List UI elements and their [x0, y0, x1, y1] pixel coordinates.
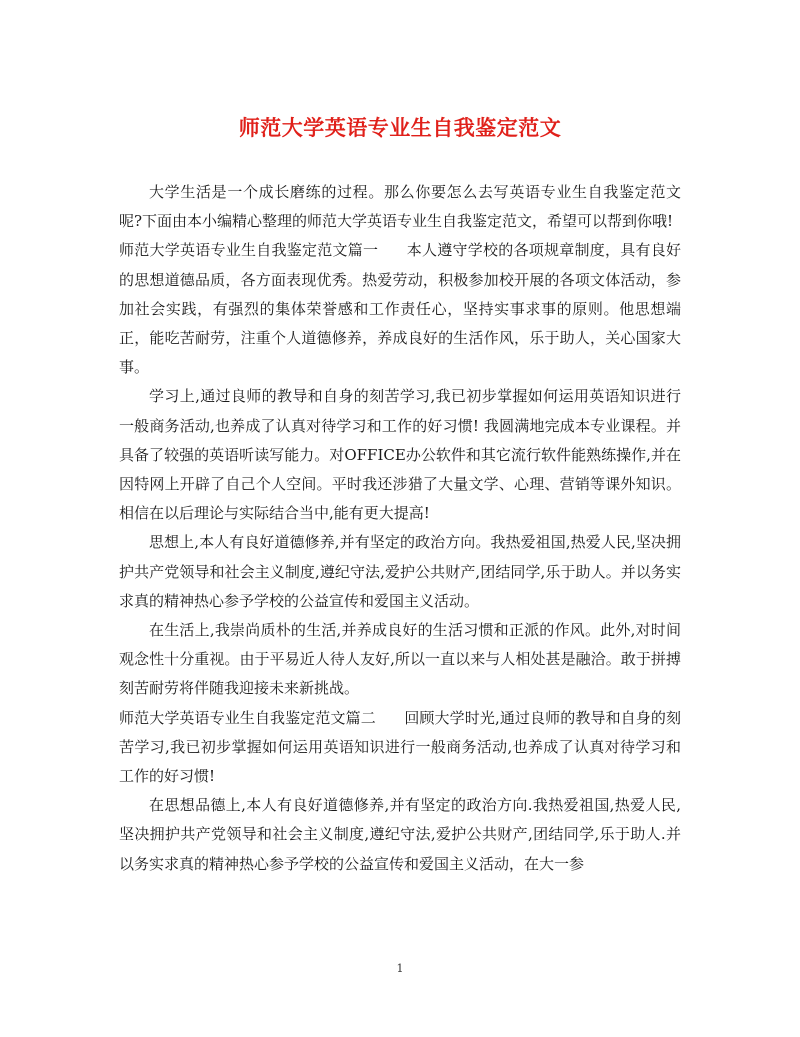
document-body — [119, 178, 681, 879]
morality-paragraph: 在思想品德上,本人有良好道德修养,并有坚定的政治方向.我热爱祖国,热爱人民,坚决拥护共产党领导和社会主义制度,遵纪守法,爱护公共财产,团结同学,乐于助人.并以务实求真的精神热心参予学校的公益宣传和爱国主义活动，在大一参 — [119, 796, 681, 873]
section-two-heading: 师范大学英语专业生自我鉴定范文篇二 — [119, 708, 376, 727]
ideology-paragraph: 思想上,本人有良好道德修养,并有坚定的政治方向。我热爱祖国,热爱人民,坚决拥护共产党领导和社会主义制度,遵纪守法,爱护公共财产,团结同学,乐于助人。并以务实求真的精神热心参予学校的公益宣传和爱国主义活动。 — [119, 533, 681, 610]
section-two-text: 回顾大学时光,通过良师的教导和自身的刻苦学习,我已初步掌握如何运用英语知识进行一般商务活动,也养成了认真对待学习和工作的好习惯! — [119, 708, 681, 786]
page-number: 1 — [396, 962, 404, 975]
document-title: 师范大学英语专业生自我鉴定范文 — [238, 115, 562, 140]
section-one-paragraph — [119, 236, 681, 382]
section-one-text: 本人遵守学校的各项规章制度，具有良好的思想道德品质，各方面表现优秀。热爱劳动，积极参加校开展的各项文体活动，参加社会实践，有强烈的集体荣誉感和工作责任心，坚持实事求事的原则。他思想端正，能吃苦耐劳，注重个人道德修养，养成良好的生活作风，乐于助人，关心国家大事。 — [119, 241, 681, 377]
section-two-paragraph — [119, 704, 681, 792]
study-paragraph: 学习上,通过良师的教导和自身的刻苦学习,我已初步掌握如何运用英语知识进行 一般商务活动,也养成了认真对待学习和工作的好习惯! 我圆满地完成本专业课程。并具备了较强的英语听读写能力。对OFFICE办公软件和其它流行软件能熟练操作,并在因特网上开辟了自己个人空间。平时我还涉猎了大量文学、心理、营销等课外知识。相信在以后理论与实际结合当中,能有更大提高! — [119, 387, 681, 523]
intro-paragraph: 大学生活是一个成长磨练的过程。那么你要怎么去写英语专业生自我鉴定范文呢?下面由本小编精心整理的师范大学英语专业生自我鉴定范文，希望可以帮到你哦! — [119, 183, 681, 231]
section-one-heading: 师范大学英语专业生自我鉴定范文篇一 — [119, 241, 379, 260]
life-paragraph: 在生活上,我崇尚质朴的生活,并养成良好的生活习惯和正派的作风。此外,对时间观念性十分重视。由于平易近人待人友好,所以一直以来与人相处甚是融洽。敢于拼搏刻苦耐劳将伴随我迎接未来新挑战。 — [119, 621, 681, 698]
